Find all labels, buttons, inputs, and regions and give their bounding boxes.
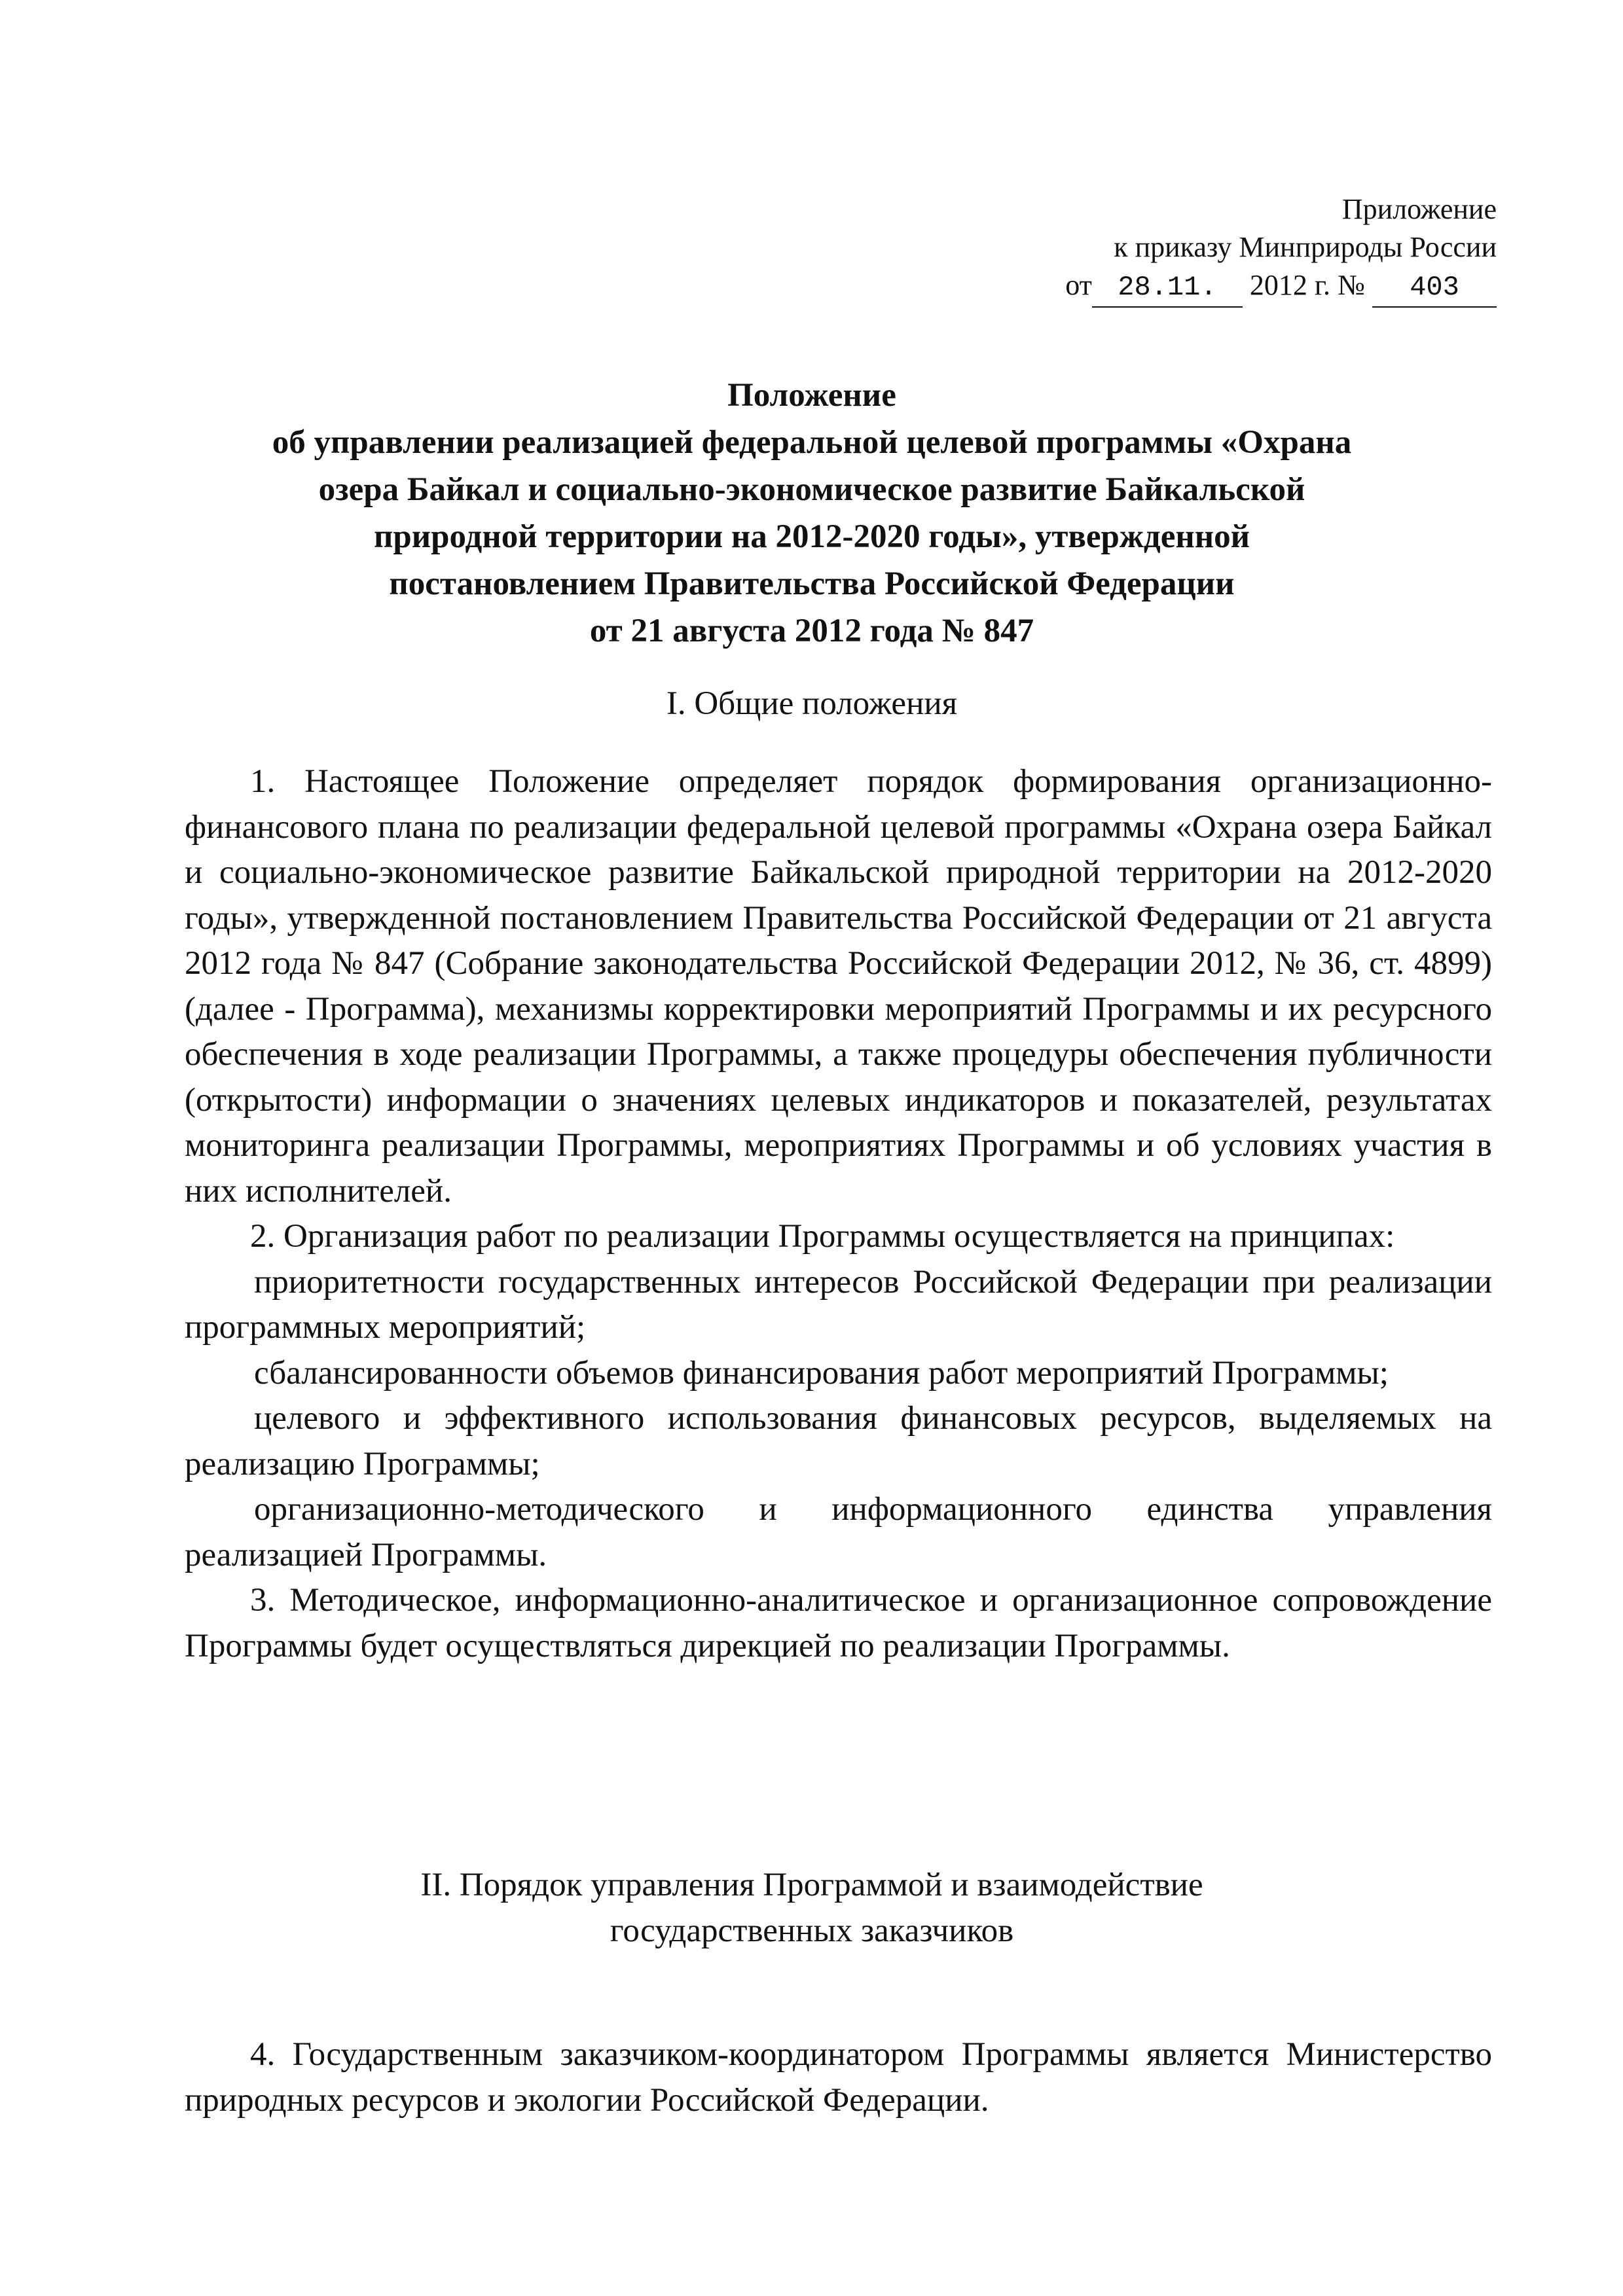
paragraph-1: 1. Настоящее Положение определяет порядок формирования организационно-финансового плана по реализации федеральной целевой программы «Охрана озера Байкал и социально-экономическое развитие Байкальской природной территории на 2012-2020 годы», утвержденной постановлением Правительства Российской Федерации от 21 августа 2012 года № 847 (Собрание законодательства Российской Федерации 2012, № 36, ст. 4899) (далее - Программа), механизмы корректировки мероприятий Программы и их ресурсного обеспечения в ходе реализации Программы, а также процедуры обеспечения публичности (открытости) информации о значениях целевых индикаторов и показателей, результатах мониторинга реализации Программы, мероприятиях Программы и об условиях участия в них исполнителей. <box>185 763 1492 1210</box>
section-2-heading-line-1: II. Порядок управления Программой и взаимодействие <box>420 1867 1203 1903</box>
section-2-heading <box>170 1862 1453 1954</box>
title-line-5: постановлением Правительства Российской Федерации <box>389 565 1235 602</box>
appendix-label: Приложение <box>1341 193 1497 225</box>
title-line-6: от 21 августа 2012 года № 847 <box>589 613 1034 649</box>
appendix-date-line <box>1065 266 1497 308</box>
paragraph-3: 3. Методическое, информационно-аналитическое и организационное сопровождение Программы будет осуществляться дирекцией по реализации Программы. <box>185 1582 1492 1664</box>
paragraph-2: 2. Организация работ по реализации Программы осуществляется на принципах: <box>250 1218 1395 1255</box>
document-title <box>170 372 1453 655</box>
section-2-body <box>185 2032 1492 2123</box>
order-date: 28.11. <box>1092 268 1243 308</box>
section-1-body <box>185 759 1492 1669</box>
paragraph-4: 4. Государственным заказчиком-координатором Программы является Министерство природных ресурсов и экологии Российской Федерации. <box>185 2036 1492 2119</box>
title-line-1: Положение <box>727 377 896 414</box>
principle-2: сбалансированности объемов финансирования работ мероприятий Программы; <box>254 1354 1389 1391</box>
principle-4: организационно-методического и информационного единства управления реализацией Программы. <box>185 1491 1492 1573</box>
appendix-header <box>1065 190 1497 308</box>
title-line-2: об управлении реализацией федеральной целевой программы «Охрана <box>272 424 1352 461</box>
date-prefix: от <box>1065 269 1092 301</box>
principle-1: приоритетности государственных интересов Российской Федерации при реализации программных мероприятий; <box>185 1263 1492 1346</box>
date-suffix: 2012 г. № <box>1249 269 1365 301</box>
order-number: 403 <box>1372 268 1497 308</box>
section-2-heading-line-2: государственных заказчиков <box>610 1912 1014 1949</box>
title-line-3: озера Байкал и социально-экономическое развитие Байкальской <box>318 471 1305 508</box>
principle-3: целевого и эффективного использования финансовых ресурсов, выделяемых на реализацию Программы; <box>185 1400 1492 1482</box>
title-line-4: природной территории на 2012-2020 годы», утвержденной <box>374 518 1250 555</box>
appendix-order-ref: к приказу Минприроды России <box>1114 231 1497 263</box>
section-1-heading: I. Общие положения <box>666 685 958 722</box>
